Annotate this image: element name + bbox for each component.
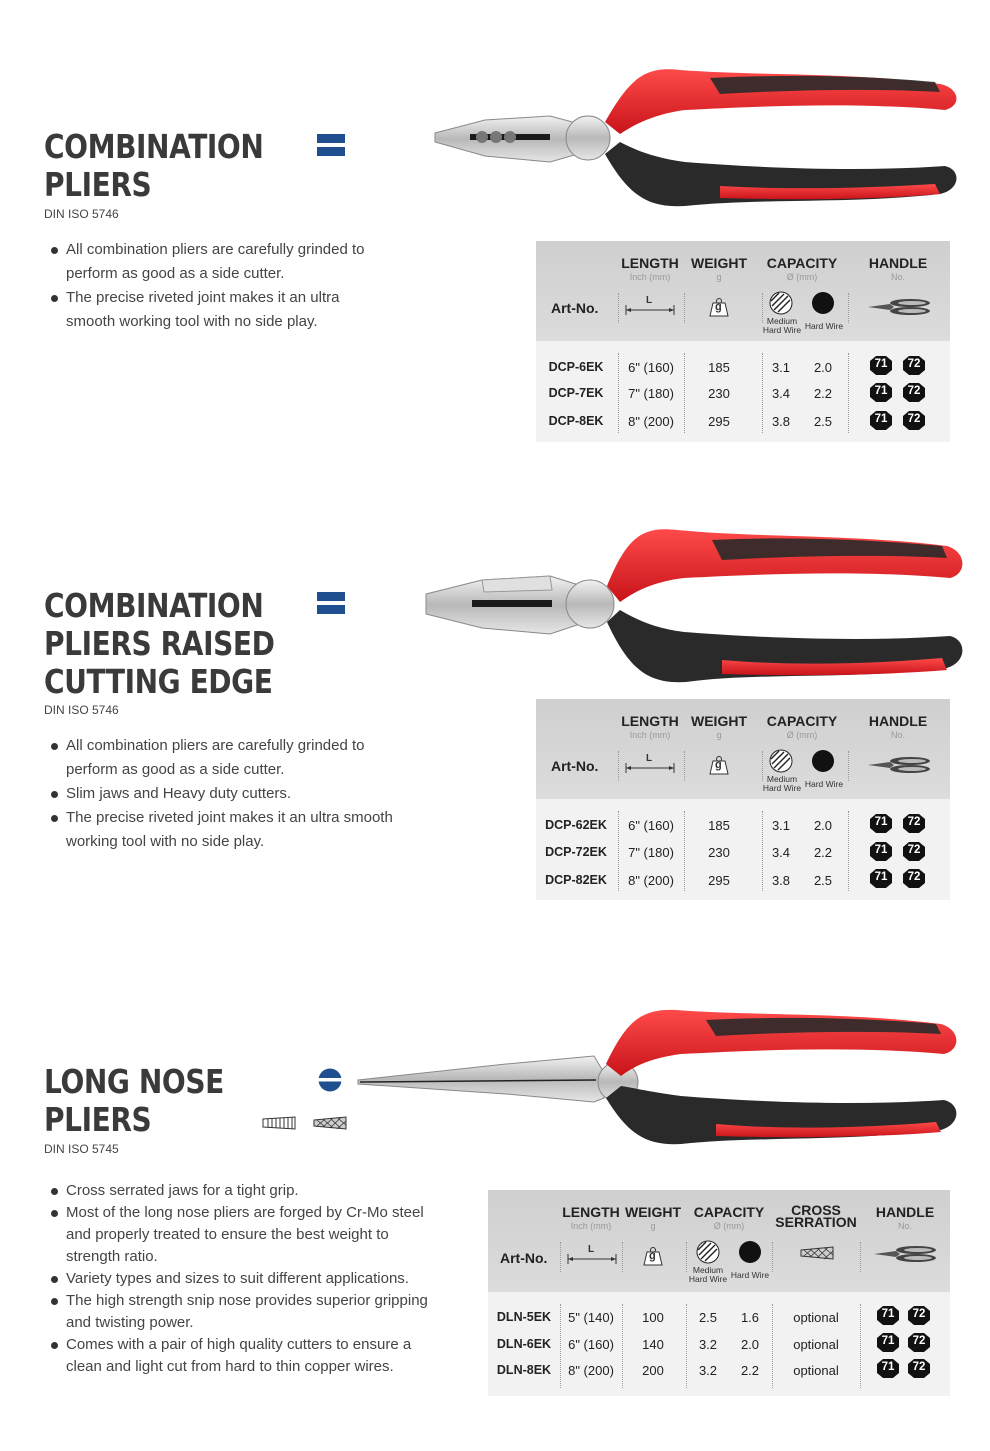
handle-number-badge <box>870 383 892 402</box>
length-unit: Inch (mm) <box>570 1221 612 1231</box>
handle-unit: No. <box>890 272 905 282</box>
handle-number: 72 <box>912 1335 926 1347</box>
handle-number-badge <box>908 1333 930 1352</box>
handle-icon <box>866 755 932 780</box>
handle-number-badge <box>870 411 892 430</box>
spec-table: LENGTH Inch (mm) WEIGHT g CAPACITY Ø (mm) HANDLE No. Art-No. L g Medium Hard Wire Hard Wire DCP-6EK 6" (160) 185 3.1 2.0 DCP-7EK 7" (180) 230 3.4 2.2 DCP-8EK 8" (200) 295 3.8 2.5 71 72 71 72 71 72 <box>536 241 950 442</box>
handle-number: 71 <box>874 385 888 397</box>
handle-number-badge <box>903 842 925 861</box>
length-unit: Inch (mm) <box>629 272 671 282</box>
handle-number: 71 <box>874 844 888 856</box>
handle-number-badge <box>903 411 925 430</box>
handle-unit: No. <box>897 1221 912 1231</box>
list-item: All combination pliers are carefully grinded to perform as good as a side cutter. <box>48 238 364 286</box>
long-nose-pliers-image <box>356 1002 961 1157</box>
din-standard: DIN ISO 5745 <box>44 1142 119 1156</box>
capacity-header: CAPACITY <box>766 713 838 729</box>
art-no-header: Art-No. <box>551 300 599 316</box>
length-icon <box>624 754 676 781</box>
hard-wire-label: Hard Wire <box>730 1270 770 1280</box>
weight-icon-label: g <box>715 301 722 313</box>
handle-number: 71 <box>874 816 888 828</box>
cross-serration-header: CROSS SERRATION <box>775 1202 857 1230</box>
handle-number: 71 <box>881 1361 895 1373</box>
length-icon-label: L <box>646 753 653 764</box>
length-header: LENGTH <box>621 713 679 729</box>
capacity-header: CAPACITY <box>693 1204 765 1220</box>
title-line: COMBINATION <box>44 127 264 166</box>
list-item: The precise riveted joint makes it an ultra smooth working tool with no side play. <box>48 286 364 334</box>
list-item: Cross serrated jaws for a tight grip. <box>48 1180 428 1202</box>
weight-header: WEIGHT <box>691 255 747 271</box>
handle-number: 72 <box>907 413 921 425</box>
title-line: COMBINATION <box>44 586 264 625</box>
handle-header: HANDLE <box>868 255 928 271</box>
section-title <box>44 128 263 204</box>
capacity-header: CAPACITY <box>766 255 838 271</box>
weight-icon <box>643 1246 663 1271</box>
list-item: The high strength snip nose provides superior gripping and twisting power. <box>48 1290 428 1334</box>
feature-list <box>48 734 393 854</box>
spec-table: LENGTH Inch (mm) WEIGHT g CAPACITY Ø (mm) CROSS SERRATION HANDLE No. Art-No. L g Medium Hard Wire Hard Wire DLN-5EK 5" (140) 100 2.5 1.6 optional DLN-6EK 6" (160) 140 3.2 2.0 optional DLN-8EK 8" (200) 200 3.2 2.2 optional 71 72 71 72 71 72 <box>488 1190 950 1396</box>
capacity-unit: Ø (mm) <box>786 272 818 282</box>
list-item: Most of the long nose pliers are forged by Cr-Mo steel and properly treated to ensure the best weight to strength ratio. <box>48 1202 428 1268</box>
weight-unit: g <box>650 1221 656 1231</box>
din-standard: DIN ISO 5746 <box>44 703 119 717</box>
length-icon-label: L <box>646 295 653 306</box>
handle-number: 71 <box>874 358 888 370</box>
handle-header: HANDLE <box>868 713 928 729</box>
medium-wire-label: Medium Hard Wire <box>762 316 802 335</box>
hard-wire-icon <box>811 749 835 778</box>
list-item: Variety types and sizes to suit different applications. <box>48 1268 428 1290</box>
length-icon <box>624 296 676 323</box>
handle-number-badge <box>870 842 892 861</box>
length-header: LENGTH <box>621 255 679 271</box>
section-title <box>44 587 274 701</box>
handle-number: 71 <box>874 871 888 883</box>
straight-serration-icon <box>262 1116 296 1135</box>
weight-icon <box>709 755 729 780</box>
handle-icon <box>866 297 932 322</box>
handle-number-badge <box>908 1306 930 1325</box>
feature-list <box>48 238 364 334</box>
din-standard: DIN ISO 5746 <box>44 207 119 221</box>
handle-number: 72 <box>907 385 921 397</box>
length-icon-label: L <box>588 1244 595 1255</box>
weight-unit: g <box>716 730 722 740</box>
weight-icon-label: g <box>649 1250 656 1262</box>
cross-serration-icon <box>800 1246 834 1265</box>
round-jaw-icon <box>318 1068 342 1097</box>
hard-wire-label: Hard Wire <box>804 321 844 331</box>
length-icon <box>566 1245 618 1272</box>
handle-number-badge <box>870 869 892 888</box>
handle-number: 71 <box>881 1335 895 1347</box>
handle-number-badge <box>877 1359 899 1378</box>
handle-number: 72 <box>907 844 921 856</box>
handle-number-badge <box>903 356 925 375</box>
handle-unit: No. <box>890 730 905 740</box>
handle-number-badge <box>903 814 925 833</box>
title-line: PLIERS RAISED <box>44 624 275 663</box>
weight-icon-label: g <box>715 759 722 771</box>
handle-number-badge <box>877 1333 899 1352</box>
combination-pliers-raised-edge-image <box>422 522 967 697</box>
hard-wire-icon <box>811 291 835 320</box>
length-unit: Inch (mm) <box>629 730 671 740</box>
handle-number: 72 <box>907 816 921 828</box>
handle-number-badge <box>870 356 892 375</box>
handle-number: 71 <box>874 413 888 425</box>
weight-unit: g <box>716 272 722 282</box>
medium-wire-label: Medium Hard Wire <box>688 1265 728 1284</box>
capacity-unit: Ø (mm) <box>786 730 818 740</box>
spec-table: LENGTH Inch (mm) WEIGHT g CAPACITY Ø (mm) HANDLE No. Art-No. L g Medium Hard Wire Hard Wire DCP-62EK 6" (160) 185 3.1 2.0 DCP-72EK 7" (180) 230 3.4 2.2 DCP-82EK 8" (200) 295 3.8 2.5 71 72 71 72 71 72 <box>536 699 950 900</box>
art-no-header: Art-No. <box>500 1250 548 1266</box>
handle-number: 72 <box>912 1308 926 1320</box>
weight-header: WEIGHT <box>691 713 747 729</box>
cross-serration-icon <box>313 1116 347 1135</box>
weight-icon <box>709 297 729 322</box>
handle-number-badge <box>877 1306 899 1325</box>
medium-wire-label: Medium Hard Wire <box>762 774 802 793</box>
list-item: Comes with a pair of high quality cutters to ensure a clean and light cut from hard to thin copper wires. <box>48 1334 428 1378</box>
handle-number-badge <box>908 1359 930 1378</box>
handle-icon <box>872 1244 938 1269</box>
combination-pliers-image <box>430 58 965 223</box>
title-line: PLIERS <box>44 165 152 204</box>
handle-number: 71 <box>881 1308 895 1320</box>
hard-wire-label: Hard Wire <box>804 779 844 789</box>
handle-number-badge <box>903 869 925 888</box>
art-no-header: Art-No. <box>551 758 599 774</box>
title-line: LONG NOSE <box>44 1062 224 1101</box>
flat-jaw-icon <box>317 592 345 619</box>
list-item: The precise riveted joint makes it an ultra smooth working tool with no side play. <box>48 806 393 854</box>
capacity-unit: Ø (mm) <box>713 1221 745 1231</box>
list-item: All combination pliers are carefully grinded to perform as good as a side cutter. <box>48 734 393 782</box>
handle-header: HANDLE <box>875 1204 935 1220</box>
title-line: PLIERS <box>44 1100 152 1139</box>
handle-number: 72 <box>907 358 921 370</box>
handle-number-badge <box>870 814 892 833</box>
section-title <box>44 1063 224 1139</box>
handle-number: 72 <box>907 871 921 883</box>
weight-header: WEIGHT <box>625 1204 681 1220</box>
title-line: CUTTING EDGE <box>44 662 273 701</box>
handle-number-badge <box>903 383 925 402</box>
flat-jaw-icon <box>317 134 345 161</box>
length-header: LENGTH <box>562 1204 620 1220</box>
hard-wire-icon <box>738 1240 762 1269</box>
list-item: Slim jaws and Heavy duty cutters. <box>48 782 393 806</box>
feature-list <box>48 1180 428 1378</box>
handle-number: 72 <box>912 1361 926 1373</box>
